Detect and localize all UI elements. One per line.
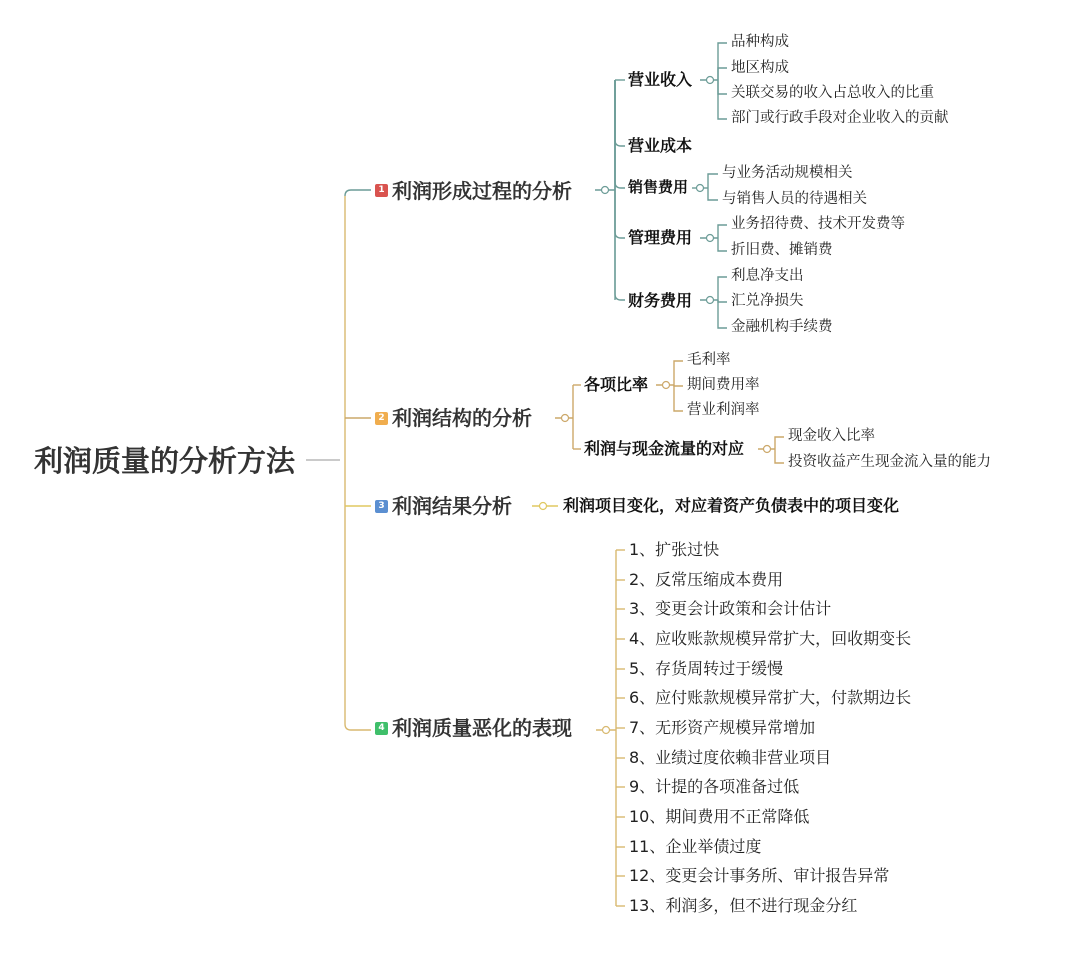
deterioration-item-4[interactable]: 4、应收账款规模异常扩大，回收期变长 [629,629,912,648]
branch-1-number-badge: 1 [375,184,388,197]
admin-collapse-toggle[interactable] [707,235,714,242]
deterioration-item-10[interactable]: 10、期间费用不正常降低 [629,807,810,826]
trunk-connector-1 [345,190,371,196]
leaf-admin-2[interactable]: 折旧费、摊销费 [731,242,833,258]
leaf-revenue-3[interactable]: 关联交易的收入占总收入的比重 [731,85,934,101]
leaf-cashflow-2[interactable]: 投资收益产生现金流入量的能力 [788,454,991,470]
deterioration-item-3[interactable]: 3、变更会计政策和会计估计 [629,599,832,618]
revenue-collapse-toggle[interactable] [707,77,714,84]
sell-leaf-0 [708,174,718,188]
branch-3-number-badge: 3 [375,500,388,513]
leaf-selling-1[interactable]: 与业务活动规模相关 [722,165,853,181]
cf-leaf-0 [775,437,784,449]
sell-leaf-1 [708,188,718,200]
b1-connector-2 [615,80,625,188]
fin-leaf-0 [718,277,727,300]
rev-leaf-3 [718,80,727,119]
deterioration-item-8[interactable]: 8、业绩过度依赖非营业项目 [629,748,832,767]
leaf-ratio-3[interactable]: 营业利润率 [687,402,760,418]
rev-leaf-0 [718,43,727,80]
branch-4-collapse-toggle[interactable] [603,727,610,734]
leaf-finance-2[interactable]: 汇兑净损失 [731,293,804,309]
rev-leaf-1 [718,68,727,80]
leaf-admin-1[interactable]: 业务招待费、技术开发费等 [731,216,905,232]
topic-operating-cost[interactable]: 营业成本 [628,136,693,155]
ratio-leaf-0 [674,361,683,385]
adm-leaf-0 [718,225,727,238]
deterioration-item-7[interactable]: 7、无形资产规模异常增加 [629,718,816,737]
deterioration-item-9[interactable]: 9、计提的各项准备过低 [629,777,800,796]
leaf-revenue-1[interactable]: 品种构成 [731,34,789,50]
branch-2-topic[interactable]: 利润结构的分析 [392,406,532,430]
topic-financial-expense[interactable]: 财务费用 [628,291,693,310]
leaf-cashflow-1[interactable]: 现金收入比率 [788,428,875,444]
topic-operating-revenue[interactable]: 营业收入 [628,70,693,89]
topic-selling-expense[interactable]: 销售费用 [628,178,689,196]
branch-1-topic[interactable]: 利润形成过程的分析 [392,179,572,203]
deterioration-item-1[interactable]: 1、扩张过快 [629,540,720,559]
rev-leaf-2 [718,80,727,94]
leaf-finance-3[interactable]: 金融机构手续费 [731,319,833,335]
leaf-ratio-1[interactable]: 毛利率 [687,352,731,368]
fin-leaf-2 [718,300,727,328]
adm-leaf-1 [718,238,727,251]
branch-4-number-badge: 4 [375,722,388,735]
leaf-revenue-4[interactable]: 部门或行政手段对企业收入的贡献 [731,110,949,126]
root-topic[interactable]: 利润质量的分析方法 [34,444,296,478]
deterioration-item-11[interactable]: 11、企业举债过度 [629,837,762,856]
ratio-leaf-1 [674,385,683,386]
leaf-ratio-2[interactable]: 期间费用率 [687,377,760,393]
deterioration-item-6[interactable]: 6、应付账款规模异常扩大，付款期边长 [629,688,912,707]
finance-collapse-toggle[interactable] [707,297,714,304]
b1-connector-1 [615,80,625,146]
trunk-connector-4 [345,196,371,730]
leaf-revenue-2[interactable]: 地区构成 [731,60,789,76]
selling-collapse-toggle[interactable] [697,185,704,192]
branch-3-collapse-toggle[interactable] [540,503,547,510]
fin-leaf-1 [718,300,727,302]
branch-1-collapse-toggle[interactable] [602,187,609,194]
b1-connector-3 [615,80,625,238]
topic-profit-item-change[interactable]: 利润项目变化，对应着资产负债表中的项目变化 [563,496,900,515]
deterioration-item-2[interactable]: 2、反常压缩成本费用 [629,570,784,589]
deterioration-item-5[interactable]: 5、存货周转过于缓慢 [629,659,784,678]
branch-3-topic[interactable]: 利润结果分析 [392,494,512,518]
leaf-finance-1[interactable]: 利息净支出 [731,268,804,284]
topic-profit-cashflow[interactable]: 利润与现金流量的对应 [584,439,745,458]
cashflow-collapse-toggle[interactable] [764,446,771,453]
branch-4-topic[interactable]: 利润质量恶化的表现 [392,716,572,740]
leaf-selling-2[interactable]: 与销售人员的待遇相关 [722,191,867,207]
ratio-leaf-2 [674,385,683,411]
ratios-collapse-toggle[interactable] [663,382,670,389]
topic-ratios[interactable]: 各项比率 [584,375,649,394]
deterioration-item-13[interactable]: 13、利润多，但不进行现金分红 [629,896,858,915]
b1-connector-4 [615,80,625,300]
branch-2-collapse-toggle[interactable] [562,415,569,422]
deterioration-item-12[interactable]: 12、变更会计事务所、审计报告异常 [629,866,890,885]
branch-2-number-badge: 2 [375,412,388,425]
topic-admin-expense[interactable]: 管理费用 [628,228,693,247]
cf-leaf-1 [775,449,784,463]
